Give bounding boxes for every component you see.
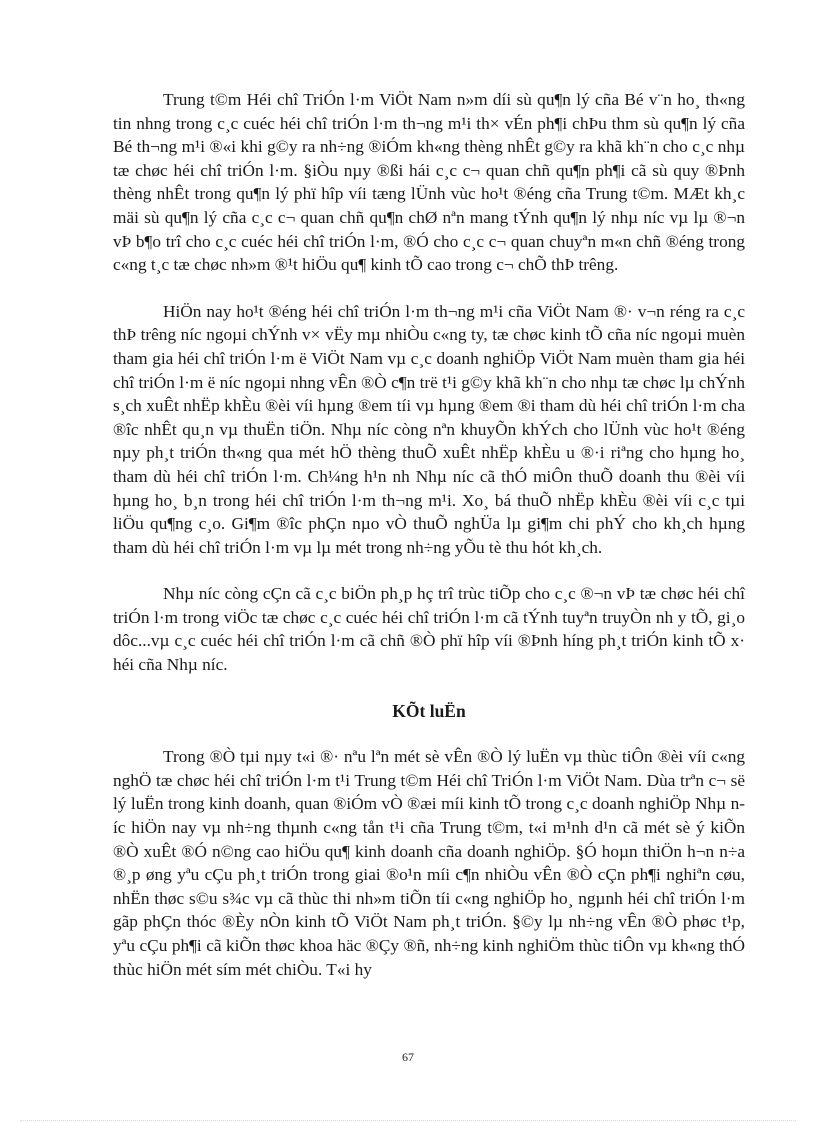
document-page [113,88,745,1004]
page-number: 67 [402,1050,414,1064]
section-heading: KÕt luËn [392,700,466,721]
footer-divider [20,1120,796,1121]
body-paragraph-3: Nhµ níc còng cÇn cã c¸c biÖn ph¸p hç trî trùc tiÕp cho c¸c ®¬n vÞ tæ chøc héi chî triÓn l·m trong viÖc tæ chøc c¸c cuéc héi chî triÓn l·m cã tÝnh tuyªn truyÒn nh y tÕ, gi¸o dôc...vµ c¸c cuéc héi chî triÓn l·m cã chñ ®Ò phï hîp víi ®Þnh híng ph¸t triÓn kinh tÕ x· héi cña Nhµ níc. [113,584,745,675]
conclusion-paragraph: Trong ®Ò tµi nµy t«i ®· nªu lªn mét sè vÊn ®Ò lý luËn vµ thùc tiÔn ®èi víi c«ng nghÖ tæ chøc héi chî triÓn l·m t¹i Trung t©m Héi chî TriÓn l·m ViÖt Nam. Dùa trªn c¬ së lý luËn trong kinh doanh, quan ®iÓm vÒ ®æi míi kinh tÕ trong c¸c doanh nghiÖp Nhµ níc hiÖn nay vµ nh÷ng thµnh c«ng tån t¹i cña Trung t©m, t«i m¹nh d¹n cã mét sè ý kiÕn ®Ò xuÊt ®Ó n©ng cao hiÖu qu¶ kinh doanh cña doanh nghiÖp. §Ó hoµn thiÖn h¬n n÷a ®¸p øng yªu cÇu ph¸t triÓn trong giai ®o¹n míi c¶n nhiÒu vÊn ®Ò cÇn ph¶i nghiªn cøu, nhËn thøc s©u s¾c vµ cã thùc thi nh»m tiÕn tíi c«ng nghiÖp ho¸ ngµnh héi chî triÓn l·m gãp phÇn thóc ®Èy nÒn kinh tÕ ViÖt Nam ph¸t triÓn. §©y lµ nh÷ng vÊn ®Ò phøc t¹p, yªu cÇu ph¶i cã kiÕn thøc khoa häc ®Çy ®ñ, nh÷ng kinh nghiÖm thùc tiÔn vµ kh«ng thÓ thùc hiÖn mét sím mét chiÒu. T«i hy [113,747,745,979]
body-paragraph-1: Trung t©m Héi chî TriÓn l·m ViÖt Nam n»m díi sù qu¶n lý cña Bé v¨n ho¸ th«ng tin nhng trong c¸c cuéc héi chî triÓn l·m th¬ng m¹i th× vÉn ph¶i chÞu thm sù qu¶n lý cña Bé th¬ng m¹i ®«i khi g©y ra nh÷ng ®iÓm kh«ng thèng nhÊt g©y ra khã kh¨n cho c¸c nhµ tæ chøc héi chî triÓn l·m. §iÒu nµy ®ßi hái c¸c c¬ quan chñ qu¶n ph¶i cã sù quy ®Þnh thèng nhÊt trong qu¶n lý phï hîp víi tæng lÜnh vùc ho¹t ®éng cña Trung t©m. MÆt kh¸c mäi sù qu¶n lý cña c¸c c¬ quan chñ qu¶n chØ nªn mang tÝnh qu¶n lý nhµ níc vµ lµ ®¬n vÞ b¶o trî cho c¸c cuéc héi chî triÓn l·m, ®Ó cho c¸c c¬ quan chuyªn m«n chñ ®éng trong c«ng t¸c tæ chøc nh»m ®¹t hiÖu qu¶ kinh tÕ cao trong c¬ chÕ thÞ trêng. [113,90,745,275]
body-paragraph-2: HiÖn nay ho¹t ®éng héi chî triÓn l·m th¬ng m¹i cña ViÖt Nam ®· v¬n réng ra c¸c thÞ trêng níc ngoµi chÝnh v× vËy mµ nhiÒu c«ng ty, tæ chøc kinh tÕ cña níc ngoµi muèn tham gia héi chî triÓn l·m ë ViÖt Nam vµ c¸c doanh nghiÖp ViÖt Nam muèn tham gia héi chî triÓn l·m ë níc ngoµi nhng vÊn ®Ò c¶n trë t¹i g©y khã kh¨n cho nhµ tæ chøc lµ chÝnh s¸ch xuÊt nhËp khÈu ®èi víi hµng ®em tíi vµ hµng ®em ®i tham dù héi chî triÓn l·m cha ®îc nhÊt qu¸n vµ thuËn tiÖn. Nhµ níc còng nªn khuyÕn khÝch cho lÜnh vùc ho¹t ®éng nµy ph¸t triÓn th«ng qua mét hÖ thèng thuÕ xuÊt nhËp khÈu u ®·i riªng cho hµng ho¸ tham dù héi chî triÓn l·m. Ch¼ng h¹n nh Nhµ níc cã thÓ miÔn thuÕ doanh thu ®èi víi hµng ho¸ b¸n trong héi chî triÓn l·m th¬ng m¹i. Xo¸ bá thuÕ nhËp khÈu ®èi víi c¸c tµi liÖu qu¶ng c¸o. Gi¶m ®îc phÇn nµo vÒ thuÕ nghÜa lµ gi¶m chi phÝ cho kh¸ch hµng tham dù héi chî triÓn l·m vµ lµ mét trong nh÷ng yÕu tè thu hót kh¸ch. [113,301,745,557]
